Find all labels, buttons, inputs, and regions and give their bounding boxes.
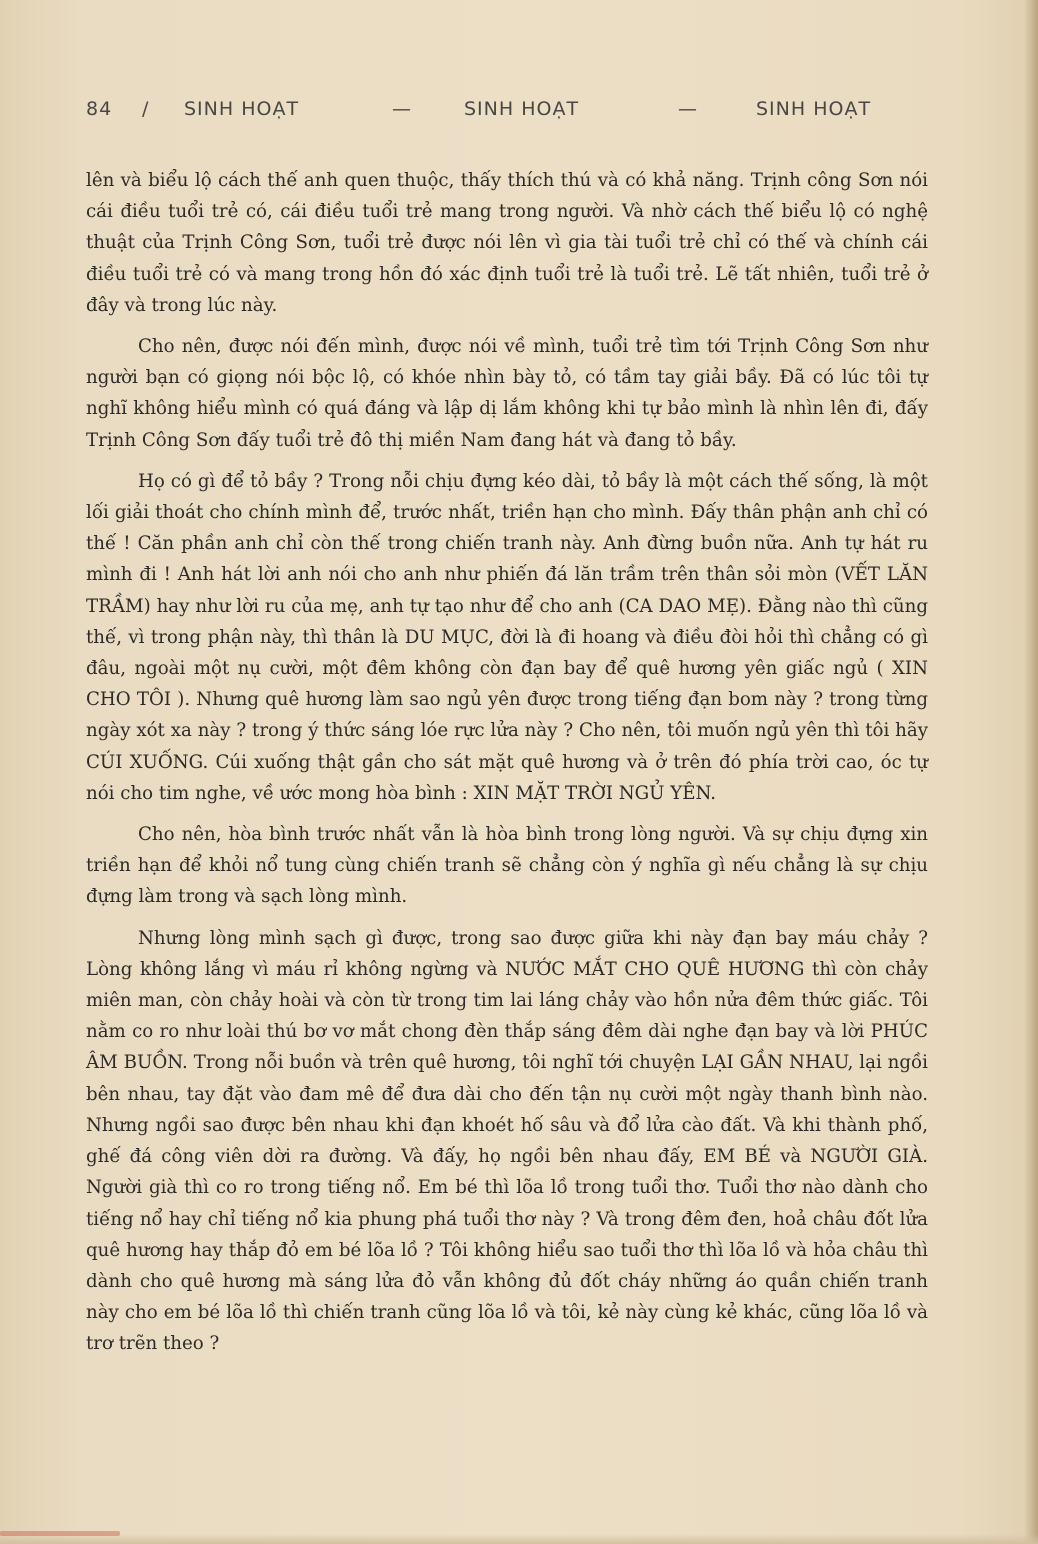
header-title-3: SINH HOẠT — [756, 98, 872, 120]
paragraph-5: Nhưng lòng mình sạch gì được, trong sao được giữa khi này đạn bay máu chảy ? Lòng không lắng vì máu rỉ không ngừng và NƯỚC MẮT CHO QUÊ HƯƠNG thì còn chảy miên man, còn chảy hoài và còn từ trong tim lai láng chảy vào hồn nửa đêm thức giấc. Tôi nằm co ro như loài thú bơ vơ mắt chong đèn thắp sáng đêm dài nghe đạn bay và lời PHÚC ÂM BUỒN. Trong nỗi buồn và trên quê hương, tôi nghĩ tới chuyện LẠI GẦN NHAU, lại ngồi bên nhau, tay đặt vào đam mê để đưa dài cho đến tận nụ cười một ngày thanh bình nào. Nhưng ngồi sao được bên nhau khi đạn khoét hố sâu và đổ lửa cào đất. Và khi thành phố, ghế đá công viên dời ra đường. Và đấy, họ ngồi bên nhau đấy, EM BÉ và NGƯỜI GIÀ. Người già thì co ro trong tiếng nổ. Em bé thì lõa lồ trong tuổi thơ. Tuổi thơ nào dành cho tiếng nổ hay chỉ tiếng nổ kia phung phá tuổi thơ này ? Và trong đêm đen, hoả châu đốt lửa quê hương hay thắp đỏ em bé lõa lồ ? Tôi không hiểu sao tuổi thơ thì lõa lồ và hỏa châu thì dành cho quê hương mà sáng lửa đỏ vẫn không đủ đốt cháy những áo quần chiến tranh này cho em bé lõa lồ thì chiến tranh cũng lõa lồ và tôi, kẻ này cùng kẻ khác, cũng lõa lồ và trơ trẽn theo ? — [86, 927, 928, 1355]
page-edge-shadow — [1024, 0, 1038, 1544]
paragraph-3: Họ có gì để tỏ bầy ? Trong nỗi chịu đựng kéo dài, tỏ bầy là một cách thế sống, là một lối giải thoát cho chính mình để, trước nhất, triền hạn cho mình. Đấy thân phận anh chỉ có thế ! Căn phần anh chỉ còn thế trong chiến tranh này. Anh đừng buồn nữa. Anh tự hát ru mình đi ! Anh hát lời anh nói cho anh như phiến đá lăn trầm trên thân sỏi mòn (VẾT LĂN TRẦM) hay như lời ru của mẹ, anh tự tạo như để cho anh (CA DAO MẸ). Đằng nào thì cũng thế, vì trong phận này, thì thân là DU MỤC, đời là đi hoang và điều đòi hỏi thì chẳng có gì đâu, ngoài một nụ cười, một đêm không còn đạn bay để quê hương yên giấc ngủ ( XIN CHO TÔI ). Nhưng quê hương làm sao ngủ yên được trong tiếng đạn bom này ? trong từng ngày xót xa này ? trong ý thức sáng lóe rực lửa này ? Cho nên, tôi muốn ngủ yên thì tôi hãy CÚI XUỐNG. Cúi xuống thật gần cho sát mặt quê hương và ở trên đó phía trời cao, óc tự nói cho tim nghe, về ước mong hòa bình : XIN MẶT TRỜI NGỦ YÊN. — [86, 470, 928, 804]
running-header — [86, 98, 926, 128]
page-stain — [0, 1531, 120, 1536]
header-title-1: SINH HOẠT — [184, 98, 300, 120]
page-number: 84 — [86, 98, 113, 120]
header-dash-1: — — [392, 98, 412, 120]
paragraph-1: lên và biểu lộ cách thế anh quen thuộc, thấy thích thú và có khả năng. Trịnh công Sơn nói cái điều tuổi trẻ có, cái điều tuổi trẻ mang trong người. Và nhờ cách thế biểu lộ có nghệ thuật của Trịnh Công Sơn, tuổi trẻ được nói lên vì gia tài tuổi trẻ chỉ có thế và chính cái điều tuổi trẻ có và mang trong hồn đó xác định tuổi trẻ là tuổi trẻ. Lẽ tất nhiên, tuổi trẻ ở đây và trong lúc này. — [86, 170, 928, 316]
paragraph-2: Cho nên, được nói đến mình, được nói về mình, tuổi trẻ tìm tới Trịnh Công Sơn như người bạn có giọng nói bộc lộ, có khóe nhìn bày tỏ, có tầm tay giải bầy. Đã có lúc tôi tự nghĩ không hiểu mình có quá đáng và lập dị lắm không khi tự bảo mình là nhìn lên đi, đấy Trịnh Công Sơn đấy tuổi trẻ đô thị miền Nam đang hát và đang tỏ bầy. — [86, 336, 928, 451]
header-separator: / — [142, 98, 150, 120]
page-bottom-shadow — [0, 1534, 1038, 1544]
paragraph-4: Cho nên, hòa bình trước nhất vẫn là hòa bình trong lòng người. Và sự chịu đựng xin triền hạn để khỏi nổ tung cùng chiến tranh sẽ chẳng còn ý nghĩa gì nếu chẳng là sự chịu đựng làm trong và sạch lòng mình. — [86, 824, 928, 908]
body-text — [86, 165, 928, 1370]
header-dash-2: — — [678, 98, 698, 120]
header-title-2: SINH HOẠT — [464, 98, 580, 120]
